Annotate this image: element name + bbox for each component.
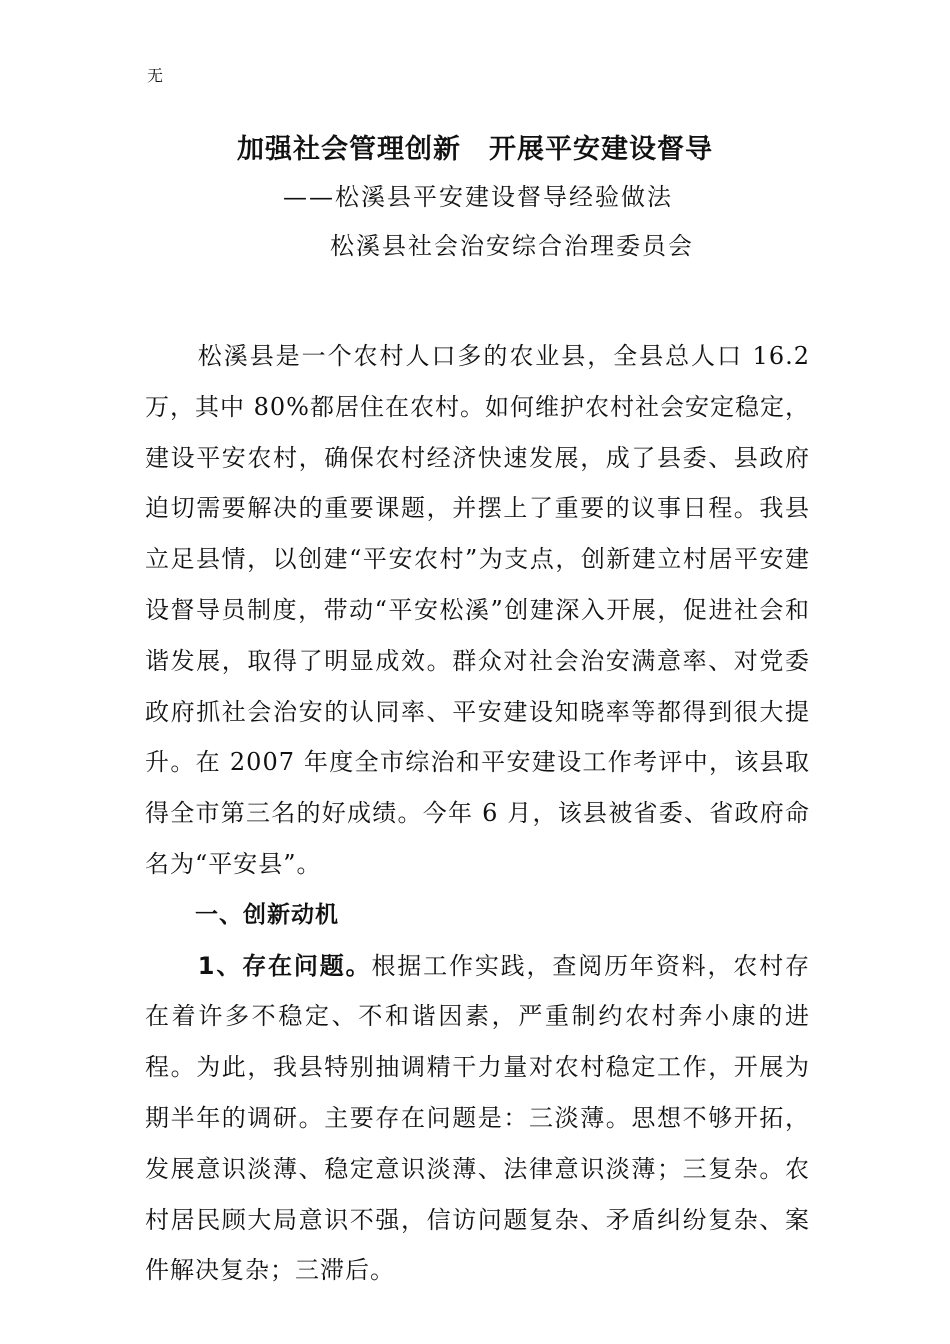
paragraph-lead: 1、存在问题。 (197, 951, 372, 980)
intro-paragraph: 松溪县是一个农村人口多的农业县，全县总人口 16.2 万，其中 80%都居住在农村。如何维护农村社会安定稳定，建设平安农村，确保农村经济快速发展，成了县委、县政府迫切需要解决的重要课题，并摆上了重要的议事日程。我县立足县情，以创建“平安农村”为支点，创新建立村居平安建设督导员制度，带动“平安松溪”创建深入开展，促进社会和谐发展，取得了明显成效。群众对社会治安满意率、对党委政府抓社会治安的认同率、平安建设知晓率等都得到很大提升。在 2007 年度全市综治和平安建设工作考评中，该县取得全市第三名的好成绩。今年 6 月，该县被省委、省政府命名为“平安县”。 (145, 342, 810, 878)
corner-mark: 无 (147, 66, 164, 85)
section-paragraph (145, 941, 810, 1297)
document-author: 松溪县社会治安综合治理委员会 (330, 232, 694, 260)
document-subtitle: ——松溪县平安建设督导经验做法 (283, 183, 673, 211)
section-heading: 一、创新动机 (195, 901, 339, 928)
paragraph-text: 根据工作实践，查阅历年资料，农村存在着许多不稳定、不和谐因素，严重制约农村奔小康的进程。为此，我县特别抽调精干力量对农村稳定工作，开展为期半年的调研。主要存在问题是：三淡薄。思想不够开拓，发展意识淡薄、稳定意识淡薄、法律意识淡薄；三复杂。农村居民顾大局意识不强，信访问题复杂、矛盾纠纷复杂、案件解决复杂；三滞后。 (145, 951, 811, 1285)
document-body (145, 331, 810, 1296)
document-title: 加强社会管理创新 开展平安建设督导 (237, 134, 713, 165)
